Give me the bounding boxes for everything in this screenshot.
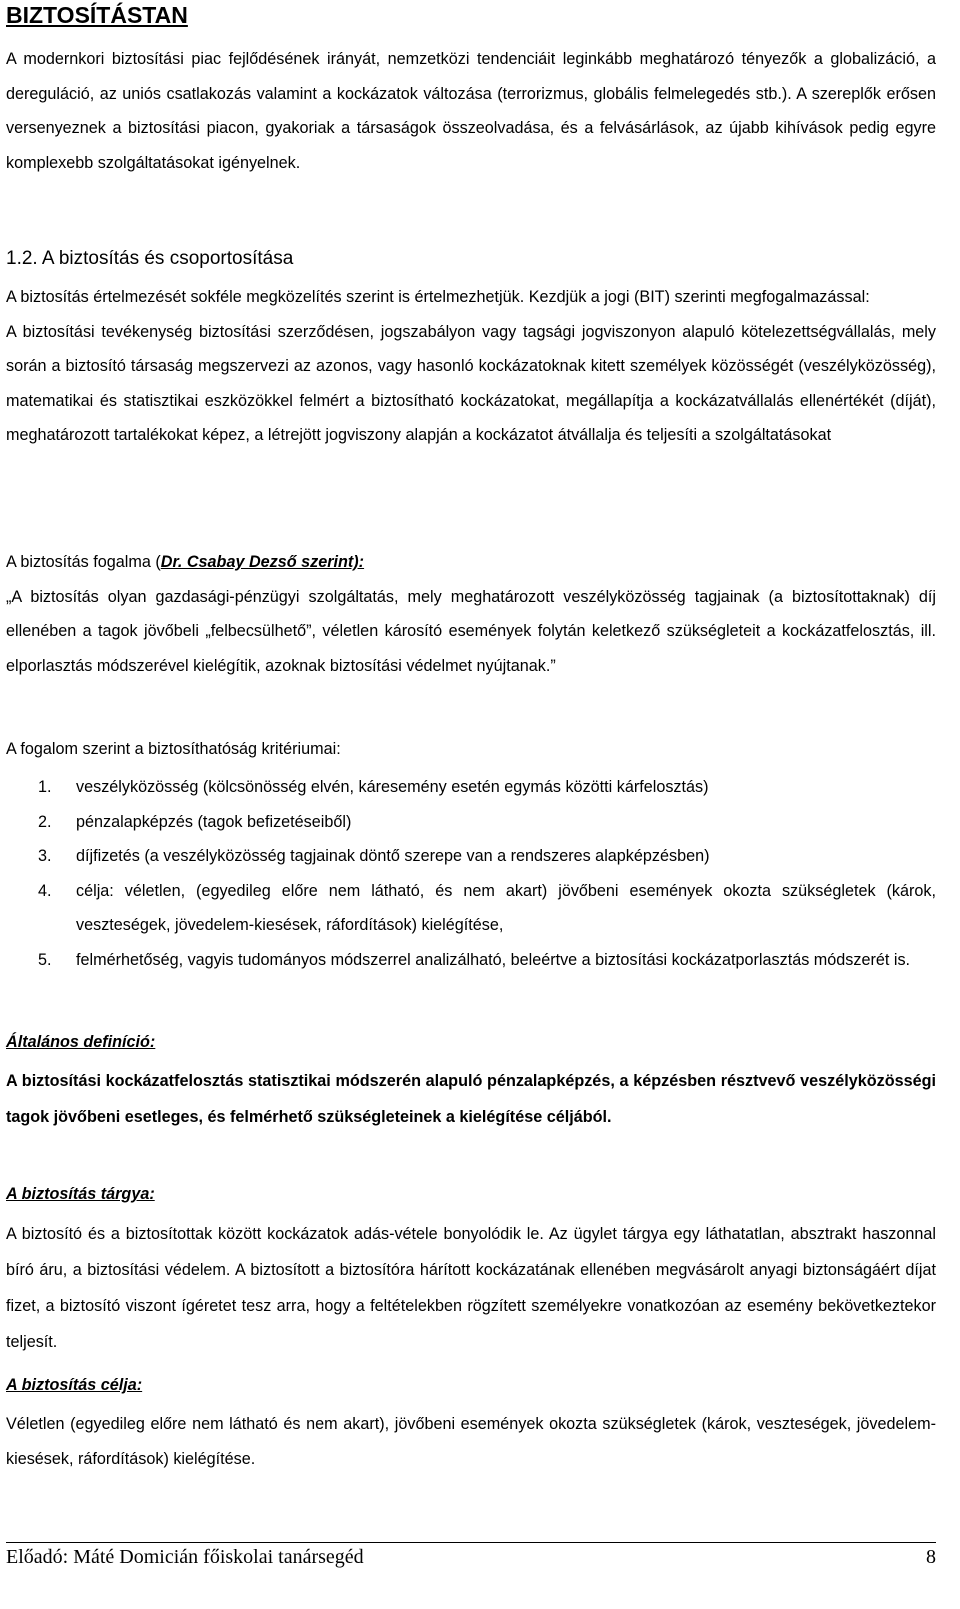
intro-paragraph: A modernkori biztosítási piac fejlődésének irányát, nemzetközi tendenciáit leginkább meghatározó tényezők a globalizáció, a dereguláció, az uniós csatlakozás valamint a kockázatok változása (terrorizmus, globális felmelegedés stb.). A szereplők erősen versenyeznek a biztosítási piacon, gyakoriak a társaságok összeolvadása, és a felvásárlások, az újabb kihívások pedig egyre komplexebb szolgáltatásokat igényelnek.: [6, 50, 936, 172]
criteria-title: A fogalom szerint a biztosíthatóság kritériumai:: [6, 740, 341, 758]
list-item: [6, 874, 936, 943]
page-number: 8: [926, 1546, 936, 1568]
list-text: veszélyközösség (kölcsönösség elvén, káresemény esetén egymás közötti kárfelosztás): [76, 778, 709, 796]
definition-lead: A biztosítás fogalma (: [6, 553, 161, 571]
list-item: [6, 839, 936, 874]
goal-heading: A biztosítás célja:: [6, 1376, 143, 1394]
criteria-list: [6, 770, 936, 978]
definition-block: [6, 545, 936, 683]
definition-heading: [6, 545, 936, 580]
subject-heading: A biztosítás tárgya:: [6, 1185, 155, 1203]
section-heading: 1.2. A biztosítás és csoportosítása: [6, 248, 294, 269]
section-intro: A biztosítás értelmezését sokféle megközelítés szerint is értelmezhetjük. Kezdjük a jogi (BIT) szerinti megfogalmazással:: [6, 288, 870, 306]
list-text: díjfizetés (a veszélyközösség tagjainak döntő szerepe van a rendszeres alapképzésben): [76, 847, 710, 866]
list-text: felmérhetőség, vagyis tudományos módszerrel analizálható, beleértve a biztosítási kockázatporlasztás módszerét is.: [76, 950, 911, 969]
list-item: [6, 943, 936, 978]
footer-presenter: Előadó: Máté Domicián főiskolai tanársegéd: [6, 1546, 364, 1568]
goal-body: Véletlen (egyedileg előre nem látható és nem akart), jövőbeni események okozta szükségletek (károk, veszteségek, jövedelem-kiesések, ráfordítások) kielégítése.: [6, 1415, 936, 1468]
subject-body: A biztosító és a biztosítottak között kockázatok adás-vétele bonyolódik le. Az ügylet tárgya egy láthatatlan, absztrakt haszonnal bíró áru, a biztosítási védelem. A biztosított a biztosítóra hárított kockázatának ellenében megvásárolt anyagi biztonságáért díjat fizet, a biztosító viszont ígéretet tesz arra, hogy a feltételekben rögzített személyekre vonatkozóan az esemény bekövetkeztekor teljesít.: [6, 1225, 936, 1351]
list-text: pénzalapképzés (tagok befizetéseiből): [76, 812, 352, 831]
legal-definition: A biztosítási tevékenység biztosítási szerződésen, jogszabályon vagy tagsági jogviszonyon alapuló kötelezettségvállalás, mely során a biztosító társaság megszervezi az azonos, vagy hasonló kockázatoknak kitett személyek közösségét (veszélyközösség), matematikai és statisztikai eszközökkel felmért a biztosítható kockázatokat, megállapítja a kockázatvállalás ellenértékét (díját), meghatározott tartalékokat képez, a létrejött jogviszony alapján a kockázatot átvállalja és teljesíti a szolgáltatásokat: [6, 322, 936, 445]
definition-quote: „A biztosítás olyan gazdasági-pénzügyi szolgáltatás, mely meghatározott veszélyközösség tagjainak (a biztosítottaknak) díj ellenében a tagok jövőbeli „felbecsülhető”, véletlen károsító események folytán keletkező szükségleteit a kockázatfelosztás, ill. elporlasztás módszerével kielégítik, azoknak biztosítási védelmet nyújtanak.”: [6, 587, 936, 675]
list-item: [6, 770, 936, 805]
footer-divider: [6, 1542, 936, 1543]
list-number: 2.: [38, 812, 52, 831]
list-number: 4.: [38, 881, 52, 900]
definition-author: Dr. Csabay Dezső szerint):: [160, 553, 365, 571]
list-item: [6, 805, 936, 840]
list-number: 3.: [38, 847, 52, 866]
document-title: BIZTOSÍTÁSTAN: [6, 2, 188, 28]
list-number: 5.: [38, 950, 52, 969]
section-body: [6, 280, 936, 453]
list-text: célja: véletlen, (egyedileg előre nem látható, és nem akart) jövőbeni események okozta szükségletek (károk, veszteségek, jövedelem-kiesések, ráfordítások) kielégítése,: [76, 881, 936, 935]
list-number: 1.: [38, 778, 52, 796]
general-definition-body: A biztosítási kockázatfelosztás statisztikai módszerén alapuló pénzalapképzés, a képzésben résztvevő veszélyközösségi tagok jövőbeni esetleges, és felmérhető szükségleteinek a kielégítése céljából.: [6, 1072, 936, 1126]
general-definition-heading: Általános definíció:: [6, 1033, 156, 1051]
